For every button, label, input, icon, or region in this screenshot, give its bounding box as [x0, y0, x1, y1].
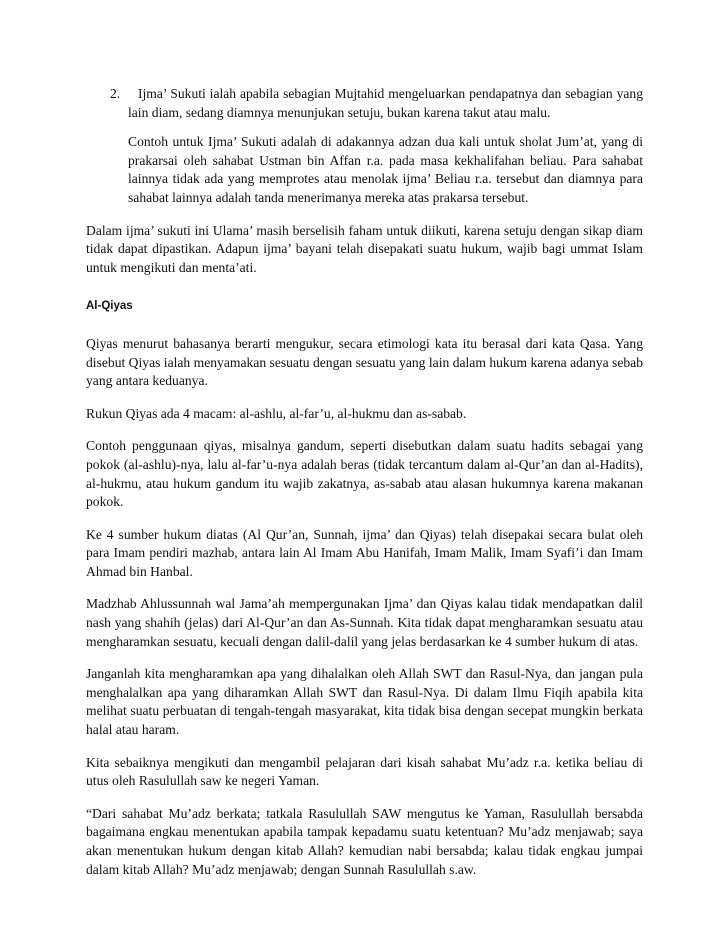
paragraph-madzhab: Madzhab Ahlussunnah wal Jama’ah mempergunakan Ijma’ dan Qiyas kalau tidak mendapatkan dalil nash yang shahih (jelas) dari Al-Qur’an dan As-Sunnah. Kita tidak dapat mengharamkan sesuatu atau mengharamkan sesuatu, kecuali dengan dalil-dalil yang jelas berdasarkan ke 4 sumber hukum di atas. — [86, 596, 643, 649]
paragraph-qiyas-definition: Qiyas menurut bahasanya berarti mengukur, secara etimologi kata itu berasal dari kata Qasa. Yang disebut Qiyas ialah menyamakan sesuatu dengan sesuatu yang lain dalam hukum karena adanya sebab yang antara keduanya. — [86, 335, 643, 389]
paragraph-contoh-qiyas: Contoh penggunaan qiyas, misalnya gandum, seperti disebutkan dalam suatu hadits sebagai yang pokok (al-ashlu)-nya, lalu al-far’u-nya adalah beras (tidak tercantum dalam al-Qur’an dan al-Hadits), al-hukmu, atau hukum gandum itu wajib zakatnya, as-sabab atau alasan hukumnya karena makanan pokok. — [86, 438, 643, 510]
paragraph-ijma-sukuti: Dalam ijma’ sukuti ini Ulama’ masih berselisih faham untuk diikuti, karena setuju dengan sikap diam tidak dapat dipastikan. Adapun ijma’ bayani telah disepakati suatu hukum, wajib bagi ummat Islam untuk mengikuti dan menta’ati. — [86, 222, 643, 275]
list-item-example: Contoh untuk Ijma’ Sukuti adalah di adakannya adzan dua kali untuk sholat Jum’at, yang di prakarsai oleh sahabat Ustman bin Affan r.a. pada masa kekhalifahan beliau. Para sahabat lainnya tidak ada yang memprotes atau menolak ijma’ Beliau r.a. tersebut dan diamnya para sahabat lainnya adalah tanda menerimanya mereka atas prakarsa tersebut. — [128, 134, 643, 205]
paragraph-hadith-quote: “Dari sahabat Mu’adz berkata; tatkala Rasulullah SAW mengutus ke Yaman, Rasulullah bersabda bagaimana engkau menentukan apabila tampak kepadamu suatu ketentuan? Mu’adz menjawab; saya akan menentukan hukum dengan kitab Allah? kemudian nabi bersabda; kalau tidak engkau jumpai dalam kitab Allah? Mu’adz menjawab; dengan Sunnah Rasulullah s.aw. — [86, 805, 643, 877]
paragraph-muadz: Kita sebaiknya mengikuti dan mengambil pelajaran dari kisah sahabat Mu’adz r.a. ketika beliau di utus oleh Rasulullah saw ke negeri Yaman. — [86, 754, 643, 789]
section-heading-al-qiyas: Al-Qiyas — [86, 300, 133, 313]
list-item-text: Ijma’ Sukuti ialah apabila sebagian Mujtahid mengeluarkan pendapatnya dan sebagian yang lain diam, sedang diamnya menunjukan setuju, bukan karena takut atau malu. — [128, 86, 643, 120]
paragraph-rukun-qiyas: Rukun Qiyas ada 4 macam: al-ashlu, al-far’u, al-hukmu dan as-sabab. — [86, 405, 467, 421]
list-item — [86, 85, 643, 208]
paragraph-sumber-hukum: Ke 4 sumber hukum diatas (Al Qur’an, Sunnah, ijma’ dan Qiyas) telah disepakai secara bulat oleh para Imam pendiri mazhab, antara lain Al Imam Abu Hanifah, Imam Malik, Imam Syafi’i dan Imam Ahmad bin Hanbal. — [86, 526, 643, 579]
paragraph-halal-haram: Janganlah kita mengharamkan apa yang dihalalkan oleh Allah SWT dan Rasul-Nya, dan jangan pula menghalalkan apa yang diharamkan Allah SWT dan Rasul-Nya. Di dalam Ilmu Fiqih apabila kita melihat suatu perbuatan di tengah-tengah masyarakat, kita tidak bisa dengan secepat mungkin berkata halal atau haram. — [86, 666, 643, 738]
list-item-number: 2. — [110, 86, 121, 101]
document-page — [86, 85, 643, 893]
